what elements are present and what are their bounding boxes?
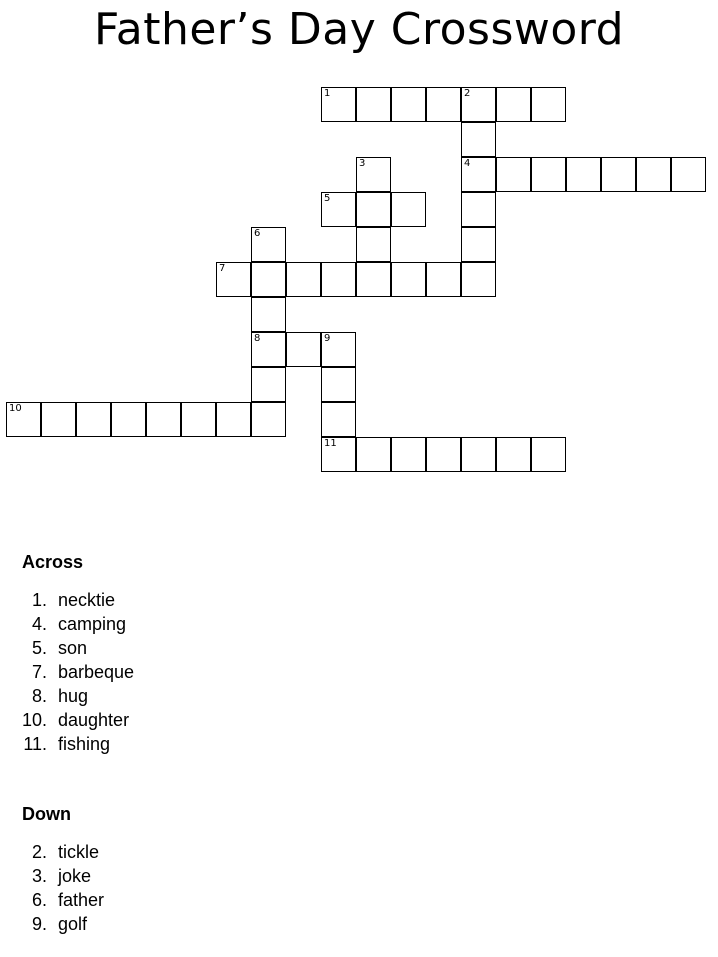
clue-word: fishing xyxy=(58,734,111,754)
clue-number: 2. xyxy=(31,842,47,862)
grid-cell[interactable] xyxy=(671,157,706,192)
grid-number: 1 xyxy=(324,88,331,99)
down-clues xyxy=(0,804,400,944)
clue-number: 5. xyxy=(31,638,47,658)
page-title: Father’s Day Crossword xyxy=(93,4,625,55)
grid-cell[interactable] xyxy=(146,402,181,437)
grid-cell[interactable] xyxy=(391,437,426,472)
clue-word: camping xyxy=(58,614,127,634)
clue-number: 3. xyxy=(31,866,47,886)
grid-cell[interactable] xyxy=(496,437,531,472)
grid-cell[interactable] xyxy=(76,402,111,437)
grid-cell[interactable] xyxy=(321,332,356,367)
grid-cell[interactable] xyxy=(321,87,356,122)
grid-cell[interactable] xyxy=(426,87,461,122)
grid-cell[interactable] xyxy=(531,87,566,122)
grid-number: 5 xyxy=(324,193,331,204)
clue-number: 4. xyxy=(31,614,47,634)
grid-cell[interactable] xyxy=(216,262,251,297)
grid-cell[interactable] xyxy=(111,402,146,437)
grid-number: 4 xyxy=(464,158,471,169)
grid-cell[interactable] xyxy=(461,227,496,262)
grid-cell[interactable] xyxy=(426,262,461,297)
grid-cell[interactable] xyxy=(461,87,496,122)
grid-cell[interactable] xyxy=(356,192,391,227)
grid-cell[interactable] xyxy=(636,157,671,192)
grid-cell[interactable] xyxy=(391,192,426,227)
grid-cell[interactable] xyxy=(461,192,496,227)
grid-cell[interactable] xyxy=(216,402,251,437)
grid-cell[interactable] xyxy=(321,192,356,227)
grid-cell[interactable] xyxy=(321,437,356,472)
clue-word: father xyxy=(58,890,105,910)
clue-number: 9. xyxy=(31,914,47,934)
grid-cell[interactable] xyxy=(321,367,356,402)
grid-number: 9 xyxy=(324,333,331,344)
clue-word: joke xyxy=(58,866,92,886)
across-clues xyxy=(0,552,400,752)
grid-cell[interactable] xyxy=(391,262,426,297)
grid-cell[interactable] xyxy=(356,437,391,472)
clue-word: tickle xyxy=(58,842,100,862)
clue-word: necktie xyxy=(58,590,116,610)
grid-cell[interactable] xyxy=(531,157,566,192)
grid-cell[interactable] xyxy=(531,437,566,472)
grid-cell[interactable] xyxy=(461,122,496,157)
clue-number: 7. xyxy=(31,662,47,682)
grid-cell[interactable] xyxy=(426,437,461,472)
clue-number: 10. xyxy=(21,710,47,730)
grid-cell[interactable] xyxy=(286,332,321,367)
clue-word: son xyxy=(58,638,88,658)
clue-number: 1. xyxy=(31,590,47,610)
grid-number: 8 xyxy=(254,333,261,344)
across-heading: Across xyxy=(22,552,84,572)
grid-cell[interactable] xyxy=(496,87,531,122)
grid-cell[interactable] xyxy=(181,402,216,437)
clue-number: 8. xyxy=(31,686,47,706)
grid-cell[interactable] xyxy=(356,87,391,122)
grid-cell[interactable] xyxy=(566,157,601,192)
clue-word: barbeque xyxy=(58,662,135,682)
grid-cell[interactable] xyxy=(391,87,426,122)
grid-cell[interactable] xyxy=(461,437,496,472)
grid-number: 3 xyxy=(359,158,366,169)
grid-cell[interactable] xyxy=(321,402,356,437)
grid-number: 6 xyxy=(254,228,261,239)
grid-cell[interactable] xyxy=(461,157,496,192)
grid-cell[interactable] xyxy=(356,157,391,192)
down-heading: Down xyxy=(22,804,71,824)
grid-cell[interactable] xyxy=(321,262,356,297)
grid-cell[interactable] xyxy=(356,262,391,297)
grid-number: 2 xyxy=(464,88,471,99)
grid-cell[interactable] xyxy=(251,402,286,437)
grid-cell[interactable] xyxy=(286,262,321,297)
grid-cell[interactable] xyxy=(496,157,531,192)
grid-cell[interactable] xyxy=(251,332,286,367)
clue-word: golf xyxy=(58,914,88,934)
grid-cell[interactable] xyxy=(461,262,496,297)
grid-cell[interactable] xyxy=(601,157,636,192)
grid-cell[interactable] xyxy=(251,367,286,402)
clue-number: 11. xyxy=(23,734,47,754)
clue-word: daughter xyxy=(58,710,130,730)
grid-cell[interactable] xyxy=(6,402,41,437)
grid-cell[interactable] xyxy=(251,297,286,332)
grid-cell[interactable] xyxy=(41,402,76,437)
grid-cell[interactable] xyxy=(251,262,286,297)
grid-cell[interactable] xyxy=(356,227,391,262)
grid-number: 7 xyxy=(219,263,226,274)
grid-cell[interactable] xyxy=(251,227,286,262)
grid-number: 10 xyxy=(9,403,22,414)
clue-number: 6. xyxy=(31,890,47,910)
clue-word: hug xyxy=(58,686,89,706)
grid-number: 11 xyxy=(324,438,337,449)
